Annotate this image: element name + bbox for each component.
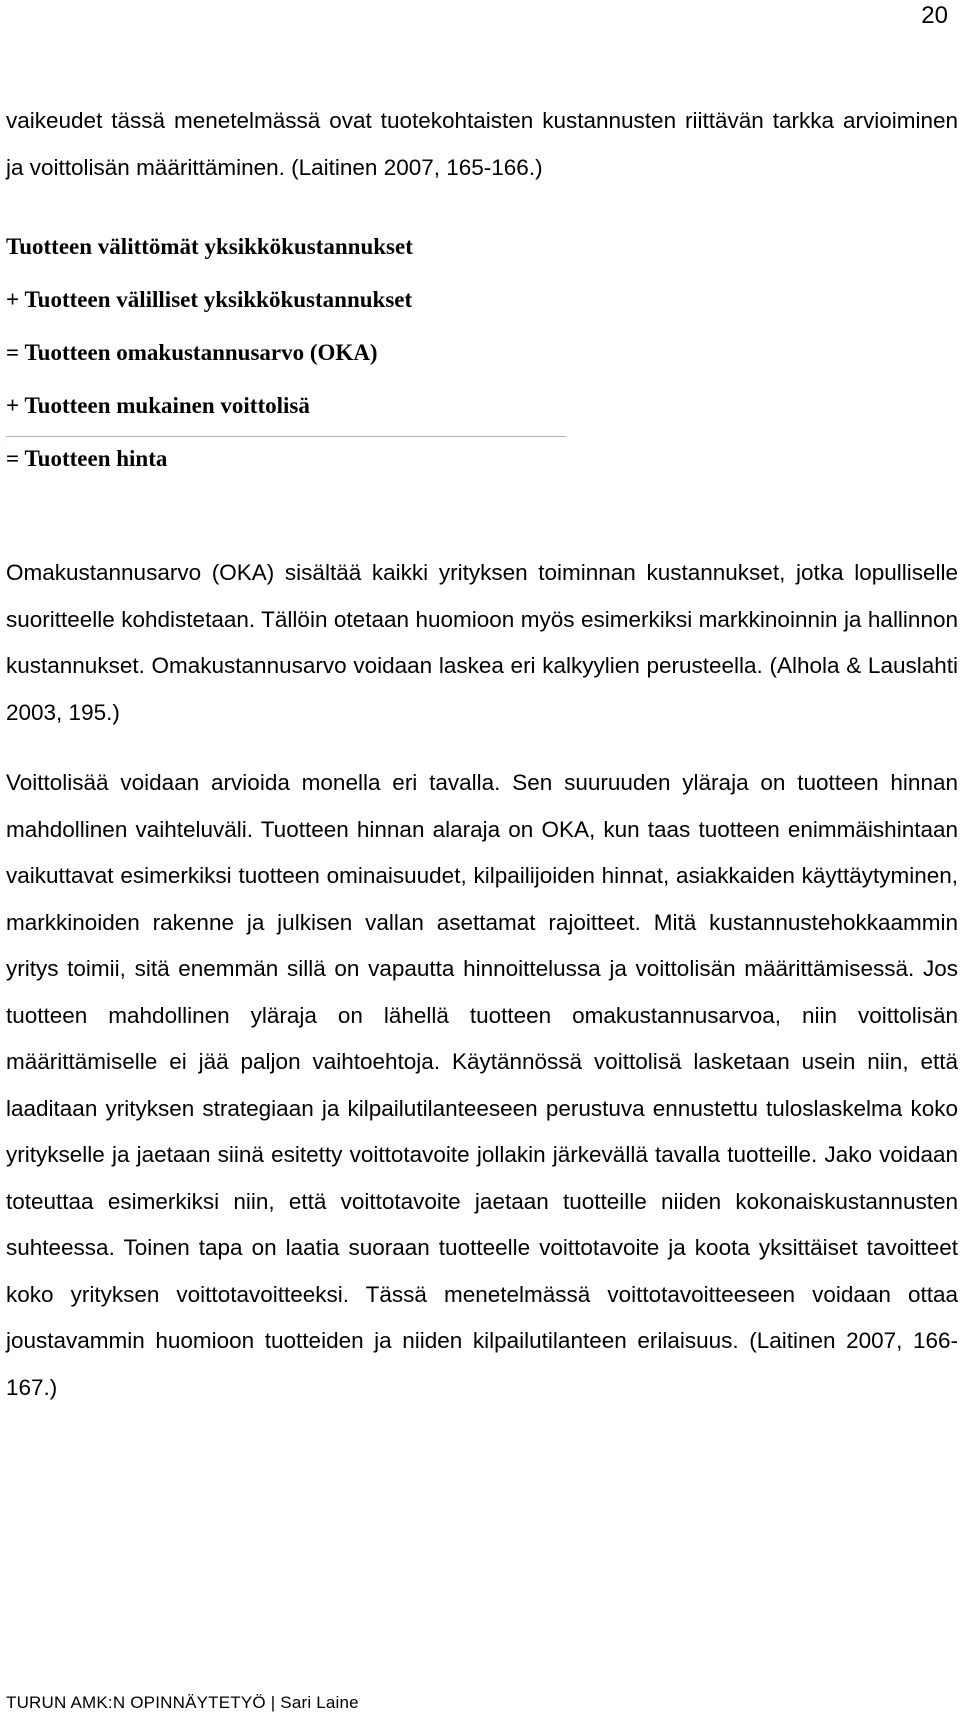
price-formula [6,220,606,485]
formula-sum-rule [6,436,566,437]
formula-line-oka: = Tuotteen omakustannusarvo (OKA) [6,340,378,365]
intro-paragraph: vaikeudet tässä menetelmässä ovat tuotekohtaisten kustannusten riittävän tarkka arvioiminen ja voittolisän määrittäminen. (Laitinen 2007, 165-166.) [6,108,958,180]
page-footer: TURUN AMK:N OPINNÄYTETYÖ | Sari Laine [6,1693,359,1712]
formula-line-indirect-costs: + Tuotteen välilliset yksikkökustannukset [6,287,413,312]
formula-line-price: = Tuotteen hinta [6,446,168,471]
profit-margin-paragraph: Voittolisää voidaan arvioida monella eri tavalla. Sen suuruuden yläraja on tuotteen hinnan mahdollinen vaihteluväli. Tuotteen hinnan alaraja on OKA, kun taas tuotteen enimmäishintaan vaikuttavat esimerkiksi tuotteen ominaisuudet, kilpailijoiden hinnat, asiakkaiden käyttäytyminen, markkinoiden rakenne ja julkisen vallan asettamat rajoitteet. Mitä kustannustehokkaammin yritys toimii, sitä enemmän sillä on vapautta hinnoittelussa ja voittolisän määrittämisessä. Jos tuotteen mahdollinen yläraja on lähellä tuotteen omakustannusarvoa, niin voittolisän määrittämiselle ei jää paljon vaihtoehtoja. Käytännössä voittolisä lasketaan usein niin, että laaditaan yrityksen strategiaan ja kilpailutilanteeseen perustuva ennustettu tuloslaskelma koko yritykselle ja jaetaan siinä esitetty voittotavoite jollakin järkevällä tavalla tuotteille. Jako voidaan toteuttaa esimerkiksi niin, että voittotavoite jaetaan tuotteille niiden kokonaiskustannusten suhteessa. Toinen tapa on laatia suoraan tuotteelle voittotavoite ja koota yksittäiset tavoitteet koko yrityksen voittotavoitteeksi. Tässä menetelmässä voittotavoitteeseen voidaan ottaa joustavammin huomioon tuotteiden ja niiden kilpailutilanteen erilaisuus. (Laitinen 2007, 166-167.) [6,770,958,1400]
formula-line-profit-margin: + Tuotteen mukainen voittolisä [6,393,310,418]
page-number: 20 [921,2,948,29]
oka-paragraph: Omakustannusarvo (OKA) sisältää kaikki yrityksen toiminnan kustannukset, jotka lopulliselle suoritteelle kohdistetaan. Tällöin otetaan huomioon myös esimerkiksi markkinoinnin ja hallinnon kustannukset. Omakustannusarvo voidaan laskea eri kalkyylien perusteella. (Alhola & Lauslahti 2003, 195.) [6,560,958,725]
formula-line-direct-costs: Tuotteen välittömät yksikkökustannukset [6,234,413,259]
